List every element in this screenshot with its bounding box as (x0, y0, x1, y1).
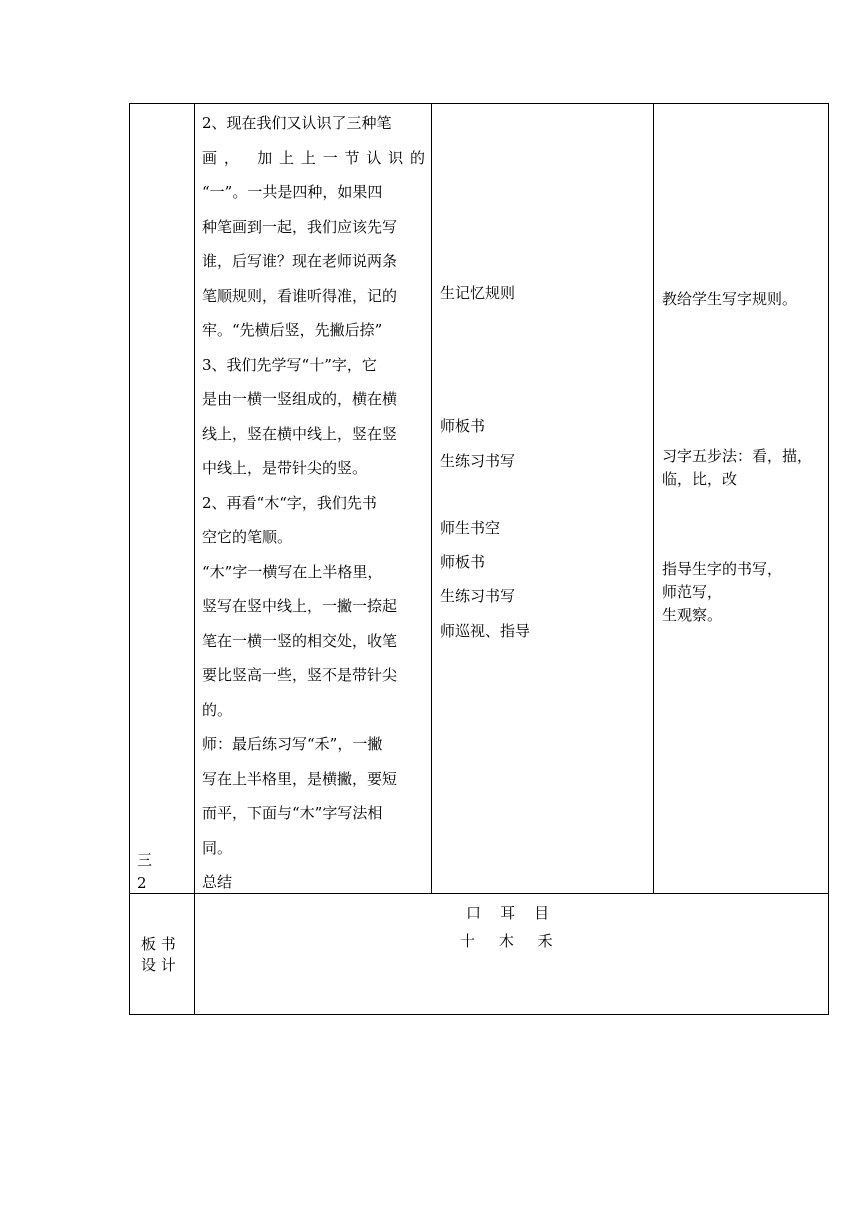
activity-item: 生记忆规则 (440, 284, 516, 302)
content-line: “一”。一共是四种，如果四 (202, 183, 383, 201)
activity-item: 生练习书写 (440, 452, 516, 470)
activity-item: 师板书 (440, 417, 486, 435)
note-rule: 教给学生写字规则。 (662, 290, 798, 308)
design-notes-column (662, 0, 826, 890)
content-line: 2、现在我们又认识了三种笔 (202, 114, 392, 132)
content-line: 谁，后写谁？现在老师说两条 (202, 252, 398, 270)
board-characters-row-1: 口 耳 目 (466, 904, 550, 922)
note-guide: 师范写， (662, 583, 723, 601)
content-line: 同。 (202, 838, 233, 857)
content-line: 总结 (202, 873, 233, 891)
table-left-border (129, 103, 130, 1015)
board-design-label: 板 书 (141, 935, 176, 953)
note-five-steps: 习字五步法：看，描， (662, 447, 813, 465)
teaching-content (202, 106, 425, 900)
activity-item: 师巡视、指导 (440, 622, 531, 640)
content-line: “木”字一横写在上半格里， (202, 562, 383, 581)
content-line: 要比竖高一些，竖不是带针尖 (202, 666, 398, 684)
activity-item: 师板书 (440, 553, 486, 571)
section-sub-number: 2 (137, 874, 147, 892)
content-line: 师：最后练习写“禾”，一撇 (202, 735, 383, 753)
column-divider-2 (431, 103, 432, 894)
content-line: 是由一横一竖组成的，横在横 (202, 390, 398, 408)
content-line: 而平，下面与“木”字写法相 (202, 804, 383, 822)
column-divider-1 (194, 103, 195, 1015)
note-five-steps: 临，比，改 (662, 470, 738, 488)
content-line: 笔在一横一竖的相交处，收笔 (202, 631, 398, 650)
content-line: 牢。“先横后竖，先撇后捺” (202, 321, 383, 339)
column-divider-3 (653, 103, 654, 894)
table-right-border (828, 103, 829, 1015)
activities-column (440, 0, 645, 890)
content-line: 种笔画到一起，我们应该先写 (202, 217, 398, 236)
content-line: 写在上半格里，是横撇，要短 (202, 769, 398, 788)
board-design-label: 设 计 (141, 956, 176, 974)
note-guide: 指导生字的书写， (662, 560, 783, 578)
content-line: 的。 (202, 700, 233, 719)
table-bottom-border (129, 1014, 829, 1015)
content-line: 笔顺规则，看谁听得准，记的 (202, 286, 398, 305)
content-line: 竖写在竖中线上，一撇一捺起 (202, 597, 398, 615)
content-line: 线上，竖在横中线上，竖在竖 (202, 424, 398, 443)
activity-item: 生练习书写 (440, 587, 516, 605)
content-line: 2、再看“木“字，我们先书 (202, 493, 377, 512)
board-characters-row-2: 十 木 禾 (460, 932, 553, 950)
section-number: 三 (137, 851, 153, 869)
activity-item: 师生书空 (440, 519, 501, 537)
content-line: 中线上，是带针尖的竖。 (202, 459, 368, 477)
content-line: 空它的笔顺。 (202, 528, 293, 546)
note-guide: 生观察。 (662, 606, 723, 624)
content-line: 3、我们先学写“十”字，它 (202, 355, 377, 374)
content-line: 画， 加上上一节认识的 (202, 148, 425, 167)
